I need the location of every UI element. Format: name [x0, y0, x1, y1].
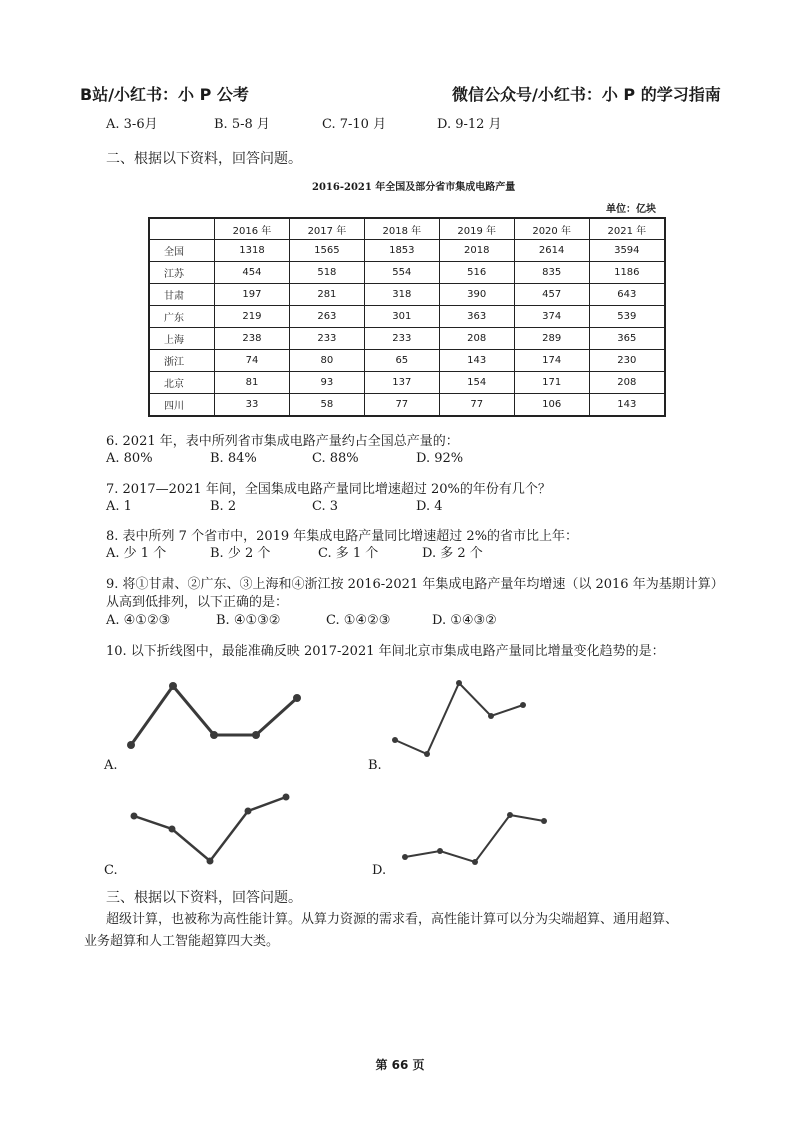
table-cell: 539: [589, 306, 665, 328]
table-cell: 208: [439, 328, 514, 350]
chart-d-point: [541, 818, 547, 824]
table-row-label: 江苏: [149, 262, 215, 284]
chart-c-label: C.: [104, 863, 118, 878]
table-cell: 1853: [364, 240, 439, 262]
q8-text: 8. 表中所列 7 个省市中，2019 年集成电路产量同比增速超过 2%的省市比上年：: [106, 529, 579, 544]
table-header-cell: 2021 年: [589, 218, 665, 240]
q6-option-b: B. 84%: [210, 451, 257, 466]
table-cell: 516: [439, 262, 514, 284]
table-header-cell: 2020 年: [514, 218, 589, 240]
table-cell: 80: [289, 350, 364, 372]
table-cell: 365: [589, 328, 665, 350]
chart-b-label: B.: [368, 758, 382, 773]
table-cell: 174: [514, 350, 589, 372]
section3-paragraph-line2: 业务超算和人工智能超算四大类。: [84, 934, 280, 949]
table-cell: 1186: [589, 262, 665, 284]
prev-option-a: A. 3-6月: [106, 117, 158, 132]
header-left: B站/小红书：小 P 公考: [80, 85, 249, 104]
chart-a-point: [293, 694, 301, 702]
table-cell: 281: [289, 284, 364, 306]
table-cell: 77: [439, 394, 514, 417]
chart-a-point: [252, 731, 260, 739]
q9-option-a: A. ④①②③: [106, 613, 171, 628]
table-cell: 58: [289, 394, 364, 417]
table-cell: 263: [289, 306, 364, 328]
chart-a-label: A.: [104, 758, 118, 773]
table-unit: 单位：亿块: [606, 204, 656, 215]
table-cell: 643: [589, 284, 665, 306]
table-header-cell: 2018 年: [364, 218, 439, 240]
q6-option-d: D. 92%: [416, 451, 464, 466]
chart-d-label: D.: [372, 863, 387, 878]
chart-a-point: [210, 731, 218, 739]
table-row-label: 全国: [149, 240, 215, 262]
q10-text: 10. 以下折线图中，最能准确反映 2017-2021 年间北京市集成电路产量同比增量变化趋势的是：: [106, 644, 665, 659]
chart-a-point: [127, 741, 135, 749]
table-row-label: 甘肃: [149, 284, 215, 306]
q7-option-d: D. 4: [416, 499, 443, 514]
q8-option-d: D. 多 2 个: [422, 546, 483, 561]
section3-title: 三、根据以下资料，回答问题。: [106, 890, 302, 906]
section3-paragraph-line1: 超级计算，也被称为高性能计算。从算力资源的需求看，高性能计算可以分为尖端超算、通用超算、: [106, 912, 679, 927]
table-cell: 208: [589, 372, 665, 394]
table-cell: 1318: [215, 240, 290, 262]
table-header-cell: 2019 年: [439, 218, 514, 240]
chart-c-line: [134, 797, 286, 861]
table-cell: 154: [439, 372, 514, 394]
table-row-label: 北京: [149, 372, 215, 394]
table-cell: 106: [514, 394, 589, 417]
table-header-cell: 2016 年: [215, 218, 290, 240]
chart-d-point: [402, 854, 408, 860]
table-cell: 197: [215, 284, 290, 306]
chart-c-point: [207, 858, 214, 865]
prev-option-b: B. 5-8 月: [214, 117, 270, 132]
table-cell: 518: [289, 262, 364, 284]
table-cell: 457: [514, 284, 589, 306]
table-cell: 74: [215, 350, 290, 372]
table-cell: 835: [514, 262, 589, 284]
q9-text-line2: 从高到低排列，以下正确的是：: [106, 595, 289, 610]
q9-option-d: D. ①④③②: [432, 613, 497, 628]
table-cell: 81: [215, 372, 290, 394]
chart-b-line: [395, 683, 523, 754]
q7-text: 7. 2017—2021 年间，全国集成电路产量同比增速超过 20%的年份有几个？: [106, 482, 551, 497]
table-cell: 289: [514, 328, 589, 350]
q8-option-b: B. 少 2 个: [210, 546, 271, 561]
table-cell: 33: [215, 394, 290, 417]
table-cell: 219: [215, 306, 290, 328]
chart-c-point: [131, 813, 138, 820]
table-cell: 2614: [514, 240, 589, 262]
page-number: 第 66 页: [375, 1058, 425, 1072]
q8-option-c: C. 多 1 个: [318, 546, 379, 561]
table-cell: 454: [215, 262, 290, 284]
chart-b-point: [520, 702, 526, 708]
chart-b-point: [456, 680, 462, 686]
chart-b-point: [488, 713, 494, 719]
q9-option-c: C. ①④②③: [326, 613, 391, 628]
q8-option-a: A. 少 1 个: [106, 546, 167, 561]
prev-option-d: D. 9-12 月: [437, 117, 502, 132]
table-cell: 93: [289, 372, 364, 394]
chart-b-point: [392, 737, 398, 743]
chart-b-point: [424, 751, 430, 757]
table-cell: 143: [439, 350, 514, 372]
chart-d-line: [405, 815, 544, 862]
q6-option-a: A. 80%: [106, 451, 153, 466]
table-row-label: 浙江: [149, 350, 215, 372]
table-row-label: 四川: [149, 394, 215, 417]
q7-option-b: B. 2: [210, 499, 237, 514]
table-cell: 238: [215, 328, 290, 350]
chart-c-point: [245, 808, 252, 815]
table-cell: 363: [439, 306, 514, 328]
table-cell: 374: [514, 306, 589, 328]
table-cell: 77: [364, 394, 439, 417]
table-cell: 301: [364, 306, 439, 328]
table-cell: 230: [589, 350, 665, 372]
header-right: 微信公众号/小红书：小 P 的学习指南: [452, 85, 721, 104]
table-row-label: 广东: [149, 306, 215, 328]
table-row-label: 上海: [149, 328, 215, 350]
table-cell: 1565: [289, 240, 364, 262]
chart-c-point: [283, 794, 290, 801]
table-cell: 137: [364, 372, 439, 394]
prev-option-c: C. 7-10 月: [322, 117, 387, 132]
q6-option-c: C. 88%: [312, 451, 359, 466]
q9-text-line1: 9. 将①甘肃、②广东、③上海和④浙江按 2016-2021 年集成电路产量年均增速（以 2016 年为基期计算）: [106, 577, 724, 592]
table-cell: 171: [514, 372, 589, 394]
chart-d-point: [507, 812, 513, 818]
table-cell: 390: [439, 284, 514, 306]
q9-option-b: B. ④①③②: [216, 613, 281, 628]
chart-d-point: [472, 859, 478, 865]
table-cell: 554: [364, 262, 439, 284]
table-cell: 2018: [439, 240, 514, 262]
table-cell: 318: [364, 284, 439, 306]
q7-option-a: A. 1: [106, 499, 132, 514]
table-title: 2016-2021 年全国及部分省市集成电路产量: [312, 182, 516, 193]
q6-text: 6. 2021 年，表中所列省市集成电路产量约占全国总产量的：: [106, 434, 459, 449]
table-cell: 143: [589, 394, 665, 417]
chart-d-point: [437, 848, 443, 854]
chart-c-point: [169, 826, 176, 833]
table-cell: 3594: [589, 240, 665, 262]
table-cell: 65: [364, 350, 439, 372]
chart-a-point: [169, 682, 177, 690]
table-cell: 233: [289, 328, 364, 350]
table-header-cell: 2017 年: [289, 218, 364, 240]
q7-option-c: C. 3: [312, 499, 339, 514]
table-cell: 233: [364, 328, 439, 350]
section2-title: 二、根据以下资料，回答问题。: [106, 151, 302, 167]
